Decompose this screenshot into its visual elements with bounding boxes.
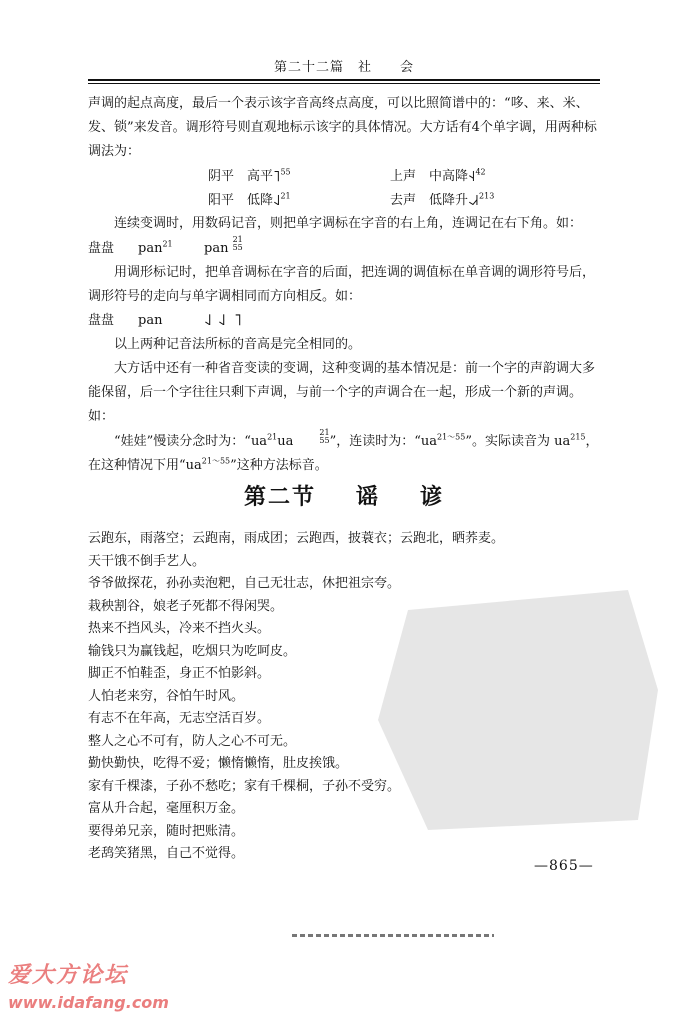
paragraph-tone-intro: 声调的起点高度，最后一个表示该字音高终点高度，可以比照简谱中的：“哆、来、米、发、锁”来发音。调形符号则直观地标示该字的具体情况。大方话有4个单字调，用两种标调法为： [88, 96, 597, 159]
tone-letter-icon: ˥ [234, 310, 242, 329]
body-text [88, 92, 600, 478]
list-item: 有志不在年高，无志空活百岁。 [88, 711, 271, 726]
list-item: 整人之心不可有，防人之心不可无。 [88, 733, 297, 749]
paragraph-same-pitch: 以上两种记音法所标的音高是完全相同的。 [114, 337, 362, 352]
tone-letter-icon: ˨˩ [218, 310, 226, 329]
header-rule-thick [88, 79, 600, 81]
list-item: 老鸹笑猪黑，自己不觉得。 [88, 846, 245, 861]
list-item: 热来不挡风头，冷来不挡火头。 [88, 621, 271, 636]
running-header: 第二十二篇 社 会 [273, 60, 414, 75]
paragraph-elision-tone: 大方话中还有一种省音变读的变调，这种变调的基本情况是：前一个字的声韵调大多能保留，后一个字往往只剩下声调，与前一个字的声调合在一起，形成一个新的声调。如： [88, 361, 596, 424]
paragraph-wawa-example: “娃娃”慢读分念时为：“$ua^{21}ua$ 21 55 ”，连读时为：“$ua^{21\sim 55}$”。实际读音为 $ua^{215}$，在这种情况下用“$ua^{21\sim 55}$”这种方法标音。 [88, 428, 599, 473]
example-glyph: 盘盘 pan ˨˩ ˨˩ ˥ [88, 309, 254, 333]
tone-qusheng: 去声 低降升˨˩˧$^{213}$ [390, 191, 495, 209]
list-item: 勤快勤快，吃得不爱；懒惰懒惰，肚皮挨饿。 [88, 756, 349, 771]
paragraph-continuous-tone: 连续变调时，用数码记音，则把单字调标在字音的右上角，连调记在右下角。如： [114, 216, 583, 231]
tone-letter-icon: ˨˩˧ [468, 191, 480, 209]
footer-scan-strip [292, 934, 494, 937]
tone-yangping: 阳平 低降˨˩$^{21}$ [208, 191, 291, 209]
forum-watermark-logo: 爱大方论坛 www.idafang.com [8, 963, 169, 1012]
tone-letter-icon: ˨˩ [204, 310, 212, 329]
list-item: 人怕老来穷，谷怕午时风。 [88, 688, 245, 704]
tone-row-2 [88, 188, 600, 212]
list-item: 家有千棵漆，子孙不愁吃；家有千棵桐，子孙不受穷。 [88, 778, 401, 794]
tone-fraction: 21 55 [319, 428, 330, 445]
list-item: 天干饿不倒手艺人。 [88, 553, 206, 569]
header-rule-thin [88, 83, 600, 84]
tone-letter-icon: ˧˨ [468, 167, 476, 185]
list-item: 云跑东，雨落空；云跑南，雨成团；云跑西，披蓑衣；云跑北，晒荞麦。 [88, 531, 505, 546]
proverb-list [88, 528, 600, 866]
list-item: 要得弟兄亲，随时把账清。 [88, 823, 245, 839]
tone-letter-icon: ˨˩ [273, 191, 281, 209]
list-item: 爷爷做探花，孙孙卖泡粑，自己无壮志，休把祖宗夸。 [88, 576, 401, 591]
tone-letter-icon: ˥ [273, 167, 281, 185]
paragraph-tone-shape: 用调形标记时，把单音调标在字音的后面，把连调的调值标在单音调的调形符号后，调形符号的走向与单字调相同而方向相反。如： [88, 265, 596, 304]
section-heading: 第二节 谣 谚 [243, 485, 445, 510]
list-item: 栽秧割谷，娘老子死都不得闲哭。 [88, 598, 284, 614]
tone-yinping: 阴平 高平˥$^{55}$ [208, 167, 291, 185]
tone-fraction: 21 55 [232, 235, 243, 252]
tone-glyph-group [204, 311, 254, 327]
tone-table [88, 164, 600, 212]
example-numeric: 盘盘 pan$^{21}$ pan 21 55 [88, 235, 243, 256]
page-number: —865— [534, 858, 594, 874]
list-item: 富从升合起，毫厘积万金。 [88, 801, 245, 816]
tone-shangsheng: 上声 中高降˧˨$^{42}$ [390, 167, 486, 185]
list-item: 脚正不怕鞋歪，身正不怕影斜。 [88, 666, 271, 681]
list-item: 输钱只为赢钱起，吃烟只为吃呵皮。 [88, 643, 297, 659]
tone-row-1 [88, 164, 600, 188]
